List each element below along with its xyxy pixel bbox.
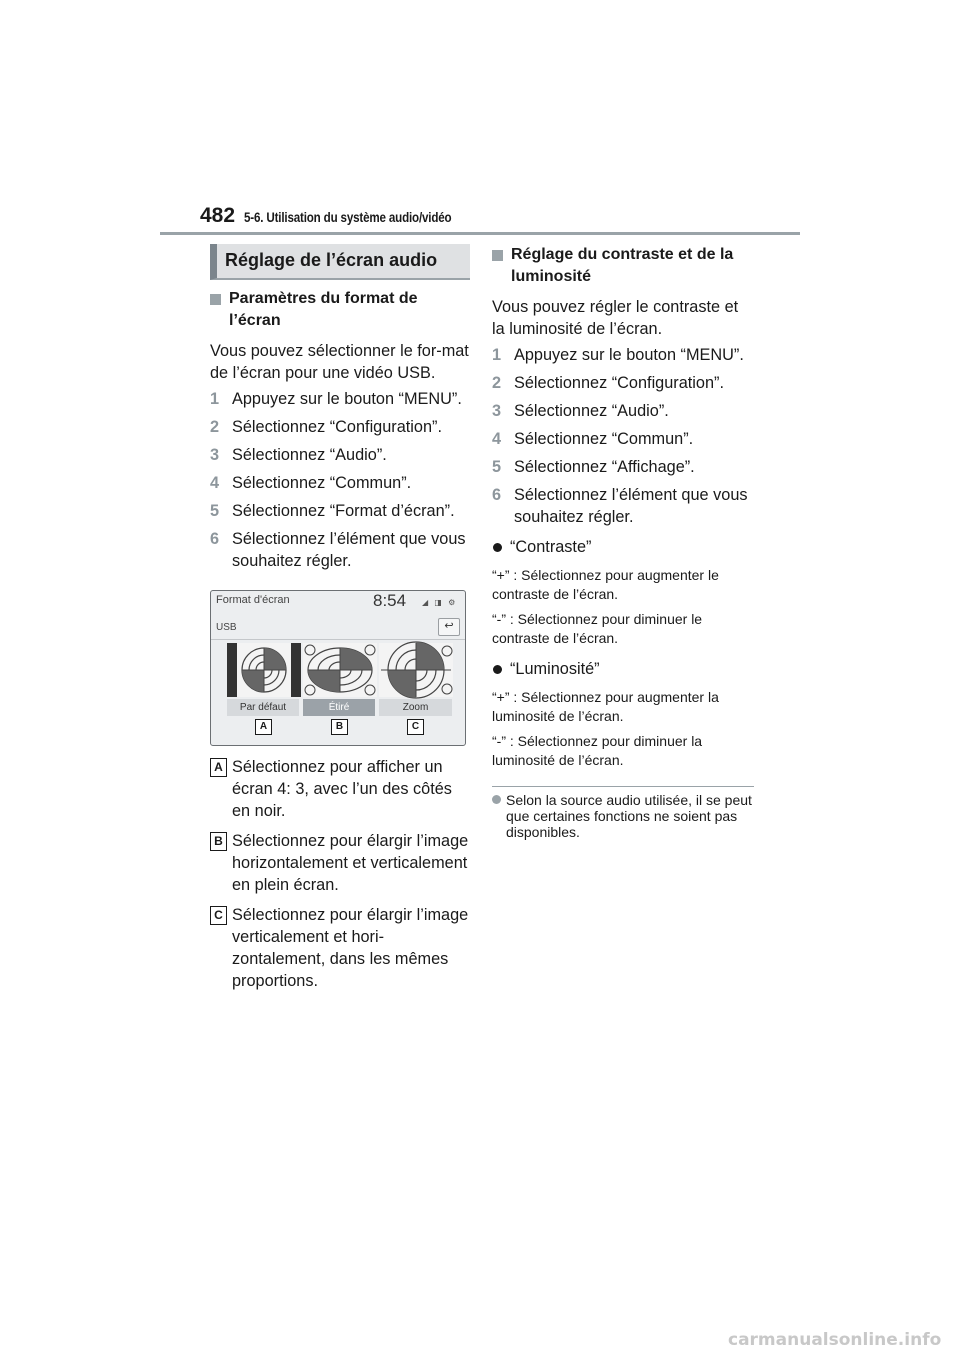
step-6 bbox=[492, 484, 754, 528]
label-c-description bbox=[210, 904, 470, 992]
callout-b: B bbox=[331, 719, 348, 735]
contrast-item bbox=[492, 536, 754, 558]
option-zoom-button[interactable]: Zoom bbox=[379, 699, 452, 716]
label-letter: B bbox=[210, 832, 227, 851]
label-letter: A bbox=[210, 758, 227, 777]
page-header bbox=[200, 204, 800, 234]
watermark: carmanualsonline.info bbox=[728, 1330, 942, 1350]
label-b-description bbox=[210, 830, 470, 896]
step-6 bbox=[210, 528, 470, 572]
step-number: 3 bbox=[492, 402, 502, 420]
step-number: 2 bbox=[210, 418, 220, 436]
screen-divider bbox=[211, 639, 465, 640]
step-text: Appuyez sur le bouton “MENU”. bbox=[514, 346, 744, 364]
step-text: Sélectionnez “Format d’écran”. bbox=[232, 502, 455, 520]
step-text: Sélectionnez “Configuration”. bbox=[514, 374, 724, 392]
step-number: 1 bbox=[210, 390, 220, 408]
step-text: Sélectionnez “Audio”. bbox=[514, 402, 669, 420]
label-letter: C bbox=[210, 906, 227, 925]
label-a-description bbox=[210, 756, 470, 822]
section-title-box bbox=[210, 244, 470, 280]
step-number: 5 bbox=[492, 458, 502, 476]
step-text: Sélectionnez l’élément que vous souhaitez régler. bbox=[232, 530, 466, 570]
callout-a: A bbox=[255, 719, 272, 735]
step-text: Appuyez sur le bouton “MENU”. bbox=[232, 390, 462, 408]
item-label: “Contraste” bbox=[510, 538, 592, 556]
step-text: Sélectionnez “Audio”. bbox=[232, 446, 387, 464]
intro-paragraph: Vous pouvez régler le contraste et la luminosité de l’écran. bbox=[492, 298, 739, 338]
bullet-dot-icon bbox=[493, 665, 502, 674]
screen-format-illustration bbox=[210, 590, 466, 746]
step-number: 6 bbox=[210, 530, 220, 548]
step-number: 4 bbox=[210, 474, 220, 492]
subheading-format bbox=[210, 288, 470, 332]
note-divider bbox=[492, 786, 754, 787]
pattern-zoom bbox=[379, 642, 453, 698]
step-text: Sélectionnez “Commun”. bbox=[232, 474, 412, 492]
option-stretched-button[interactable]: Étiré bbox=[303, 699, 375, 716]
format-options-bar bbox=[227, 699, 452, 716]
intro-paragraph: Vous pouvez sélectionner le for-mat de l’écran pour une vidéo USB. bbox=[210, 342, 469, 382]
step-number: 5 bbox=[210, 502, 220, 520]
step-number: 3 bbox=[210, 446, 220, 464]
screen-title: Format d'écran bbox=[216, 594, 290, 606]
item-label: “Luminosité” bbox=[510, 660, 600, 678]
step-2 bbox=[210, 416, 470, 438]
subheading-text: Réglage du contraste et de la luminosité bbox=[511, 246, 734, 285]
step-1 bbox=[210, 388, 470, 410]
step-5 bbox=[210, 500, 470, 522]
step-text: Sélectionnez “Commun”. bbox=[514, 430, 694, 448]
label-text: Sélectionnez pour élargir l’image verticalement et hori-zontalement, dans les mêmes proportions. bbox=[232, 906, 469, 990]
note bbox=[492, 792, 754, 840]
screen-clock: 8:54 bbox=[373, 591, 407, 610]
right-column bbox=[492, 244, 754, 840]
step-5 bbox=[492, 456, 754, 478]
label-text: Sélectionnez pour élargir l’image horizontalement et verticalement en plein écran. bbox=[232, 832, 469, 894]
section-title: Réglage de l’écran audio bbox=[225, 250, 438, 270]
label-text: Sélectionnez pour afficher un écran 4: 3, avec l’un des côtés en noir. bbox=[232, 758, 452, 820]
step-3 bbox=[210, 444, 470, 466]
option-default-button[interactable]: Par défaut bbox=[227, 699, 299, 716]
step-number: 1 bbox=[492, 346, 502, 364]
screen-source: USB bbox=[216, 622, 237, 633]
step-4 bbox=[210, 472, 470, 494]
test-pattern-images bbox=[211, 641, 466, 701]
pattern-stretched bbox=[303, 643, 377, 697]
pattern-default bbox=[227, 643, 301, 697]
contrast-minus: “-” : Sélectionnez pour diminuer le contraste de l’écran. bbox=[492, 611, 703, 646]
left-column bbox=[210, 244, 470, 992]
header-rule bbox=[160, 232, 800, 235]
step-number: 4 bbox=[492, 430, 502, 448]
step-4 bbox=[492, 428, 754, 450]
brightness-minus: “-” : Sélectionnez pour diminuer la luminosité de l’écran. bbox=[492, 733, 703, 768]
subheading-text: Paramètres du format de l’écran bbox=[229, 290, 418, 329]
step-text: Sélectionnez l’élément que vous souhaitez régler. bbox=[514, 486, 748, 526]
step-text: Sélectionnez “Configuration”. bbox=[232, 418, 442, 436]
callout-c: C bbox=[407, 719, 424, 735]
contrast-plus: “+” : Sélectionnez pour augmenter le contraste de l’écran. bbox=[492, 567, 719, 602]
step-number: 2 bbox=[492, 374, 502, 392]
step-number: 6 bbox=[492, 486, 502, 504]
back-icon[interactable]: ↩ bbox=[438, 618, 460, 636]
step-text: Sélectionnez “Affichage”. bbox=[514, 458, 695, 476]
note-dot-icon bbox=[492, 795, 501, 804]
note-text: Selon la source audio utilisée, il se peut que certaines fonctions ne soient pas disponibles. bbox=[506, 792, 752, 840]
chapter-title: 5-6. Utilisation du système audio/vidéo bbox=[244, 210, 452, 225]
step-2 bbox=[492, 372, 754, 394]
brightness-item bbox=[492, 658, 754, 680]
square-bullet-icon bbox=[210, 294, 221, 305]
brightness-plus: “+” : Sélectionnez pour augmenter la luminosité de l’écran. bbox=[492, 689, 719, 724]
step-3 bbox=[492, 400, 754, 422]
status-icons: ◢ ◨ ⚙ bbox=[422, 598, 458, 607]
bullet-dot-icon bbox=[493, 543, 502, 552]
step-1 bbox=[492, 344, 754, 366]
page-number: 482 bbox=[200, 204, 236, 227]
subheading-contrast bbox=[492, 244, 754, 288]
square-bullet-icon bbox=[492, 250, 503, 261]
